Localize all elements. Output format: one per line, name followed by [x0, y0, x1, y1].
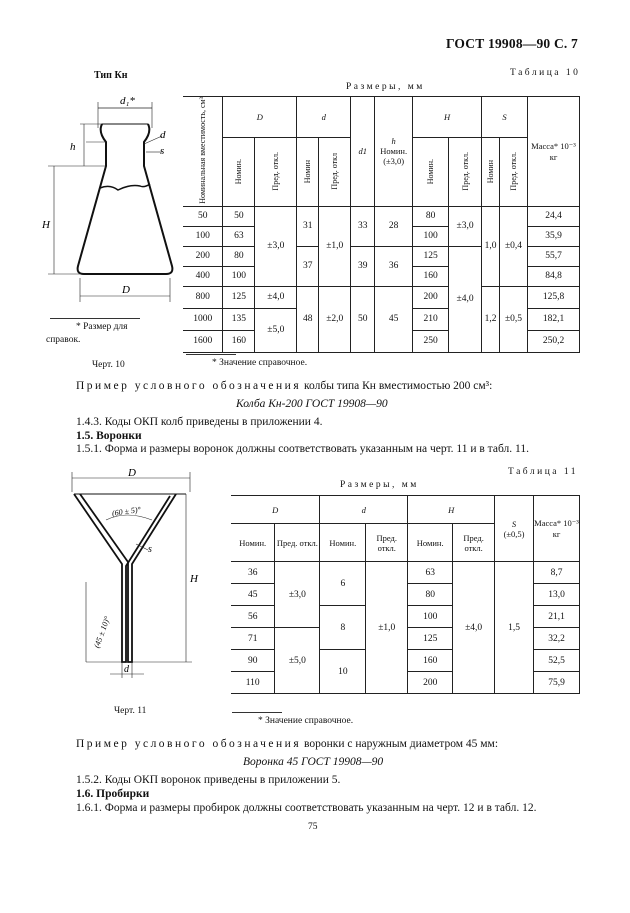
t10-col-volume: Номинальная вместимость, см³	[183, 97, 223, 207]
dim-s: s	[160, 145, 165, 157]
t11-col-d: d	[320, 496, 408, 524]
table-row: 100 63 100 35,9	[183, 226, 580, 246]
example-1: Пример условного обозначения колбы типа Кн вместимостью 200 см³:	[76, 380, 493, 392]
table-row: 200 80 37 39 36 125 ±4,0 55,7	[183, 246, 580, 266]
t10-col-d: d	[297, 97, 351, 138]
fig10-type-label: Тип Кн	[94, 70, 128, 81]
table-row: 90 10 160 52,5	[231, 650, 580, 672]
fig11-caption: Черт. 11	[114, 706, 147, 716]
t10-col-S: S	[482, 97, 528, 138]
dim-s: s	[148, 544, 152, 555]
table-row: 110 200 75,9	[231, 672, 580, 694]
para-1-6-1: 1.6.1. Форма и размеры пробирок должны соответствовать указанным на черт. 12 и в табл. 12.	[76, 802, 537, 814]
t10-col-d1: d1	[351, 97, 375, 207]
para-1-5-1: 1.5.1. Форма и размеры воронок должны соответствовать указанным на черт. 11 и в табл. 11.	[76, 443, 529, 455]
t10-col-h: h Номин. (±3,0)	[375, 97, 413, 207]
table-row: 56 8 100 21,1	[231, 606, 580, 628]
table10: Номинальная вместимость, см³ D d d1 h Номин. (±3,0) H S Масса* 10⁻³ кг Номин. Пред. откл. Номин Пред. откл Номин. Пред. откл. Номин Пред. откл. 50 50 ±3,0 31 ±1,0 33 28 80 ±3,0 1,0 ±0,4 24,4 100 63 100 35,9 200 80 37 39 36 125 ±4,0 55,7 400 100 160 84,8 800 125 ±4,0 48 ±2,0 50 45 200 1,2 ±0,5 125,8 1000 135 ±5,0 210 182,1 1600 160 250 250,2	[183, 96, 580, 353]
table10-footnote: * Значение справочное.	[212, 358, 308, 368]
para-1-5-2: 1.5.2. Коды ОКП воронок приведены в приложении 5.	[76, 774, 341, 786]
fig10-flask-drawing	[40, 88, 190, 310]
section-1-5: 1.5. Воронки	[76, 430, 142, 442]
fig11-funnel-drawing	[66, 466, 202, 688]
table-row: 1000 135 ±5,0 210 182,1	[183, 308, 580, 330]
designation-2: Воронка 45 ГОСТ 19908—90	[243, 756, 384, 768]
table-row: 45 80 13,0	[231, 584, 580, 606]
table-row: 1600 160 250 250,2	[183, 330, 580, 352]
dim-D: D	[128, 467, 136, 479]
table10-title: Таблица 10	[510, 68, 581, 78]
table11-title: Таблица 11	[508, 467, 579, 477]
dim-h: h	[70, 141, 76, 153]
dim-angle: (60 ± 5)°	[111, 504, 142, 518]
table10-sizes-caption: Размеры, мм	[346, 82, 425, 92]
table-row: 800 125 ±4,0 48 ±2,0 50 45 200 1,2 ±0,5 125,8	[183, 286, 580, 308]
table11-sizes-caption: Размеры, мм	[340, 480, 419, 490]
t11-col-S: S (±0,5)	[495, 496, 534, 562]
t11-col-D: D	[231, 496, 320, 524]
dim-D: D	[122, 284, 130, 296]
fig10-footnote-1: * Размер для	[76, 322, 128, 332]
dim-d1: d₁*	[120, 95, 135, 107]
table-row: 36 ±3,0 6 ±1,0 63 ±4,0 1,5 8,7	[231, 562, 580, 584]
dim-H: H	[190, 573, 198, 585]
table11-footnote: * Значение справочное.	[258, 716, 354, 726]
table-row: 50 50 ±3,0 31 ±1,0 33 28 80 ±3,0 1,0 ±0,4 24,4	[183, 206, 580, 226]
designation-1: Колба Кн-200 ГОСТ 19908—90	[236, 398, 388, 410]
t10-col-D: D	[223, 97, 297, 138]
dim-d: d	[124, 664, 129, 675]
t11-col-H: H	[408, 496, 495, 524]
section-1-6: 1.6. Пробирки	[76, 788, 150, 800]
table-row: 400 100 160 84,8	[183, 266, 580, 286]
dim-H: H	[42, 219, 50, 231]
fig10-caption: Черт. 10	[92, 360, 125, 370]
example-2: Пример условного обозначения воронки с наружным диаметром 45 мм:	[76, 738, 499, 750]
para-1-4-3: 1.4.3. Коды ОКП колб приведены в приложении 4.	[76, 416, 323, 428]
t10-col-H: H	[413, 97, 482, 138]
dim-angle-2: (45 ± 10)°	[92, 615, 112, 650]
page-header: ГОСТ 19908—90 С. 7	[445, 36, 578, 51]
fig10-footnote-2: справок.	[46, 335, 81, 345]
table-row: 71 ±5,0 125 32,2	[231, 628, 580, 650]
table11: D d H S (±0,5) Масса* 10⁻³ кг Номин. Пред. откл. Номин. Пред. откл. Номин. Пред. откл. 36 ±3,0 6 ±1,0 63 ±4,0 1,5 8,7 45 80 13,0 56 8 100 21,1 71 ±5,0 125 32,2 90 10 160 52,5 110 200 75,9	[231, 495, 580, 694]
t10-col-mass: Масса* 10⁻³ кг	[528, 97, 580, 207]
dim-d: d	[160, 129, 166, 141]
page-number: 75	[308, 822, 318, 832]
t11-col-mass: Масса* 10⁻³ кг	[534, 496, 580, 562]
